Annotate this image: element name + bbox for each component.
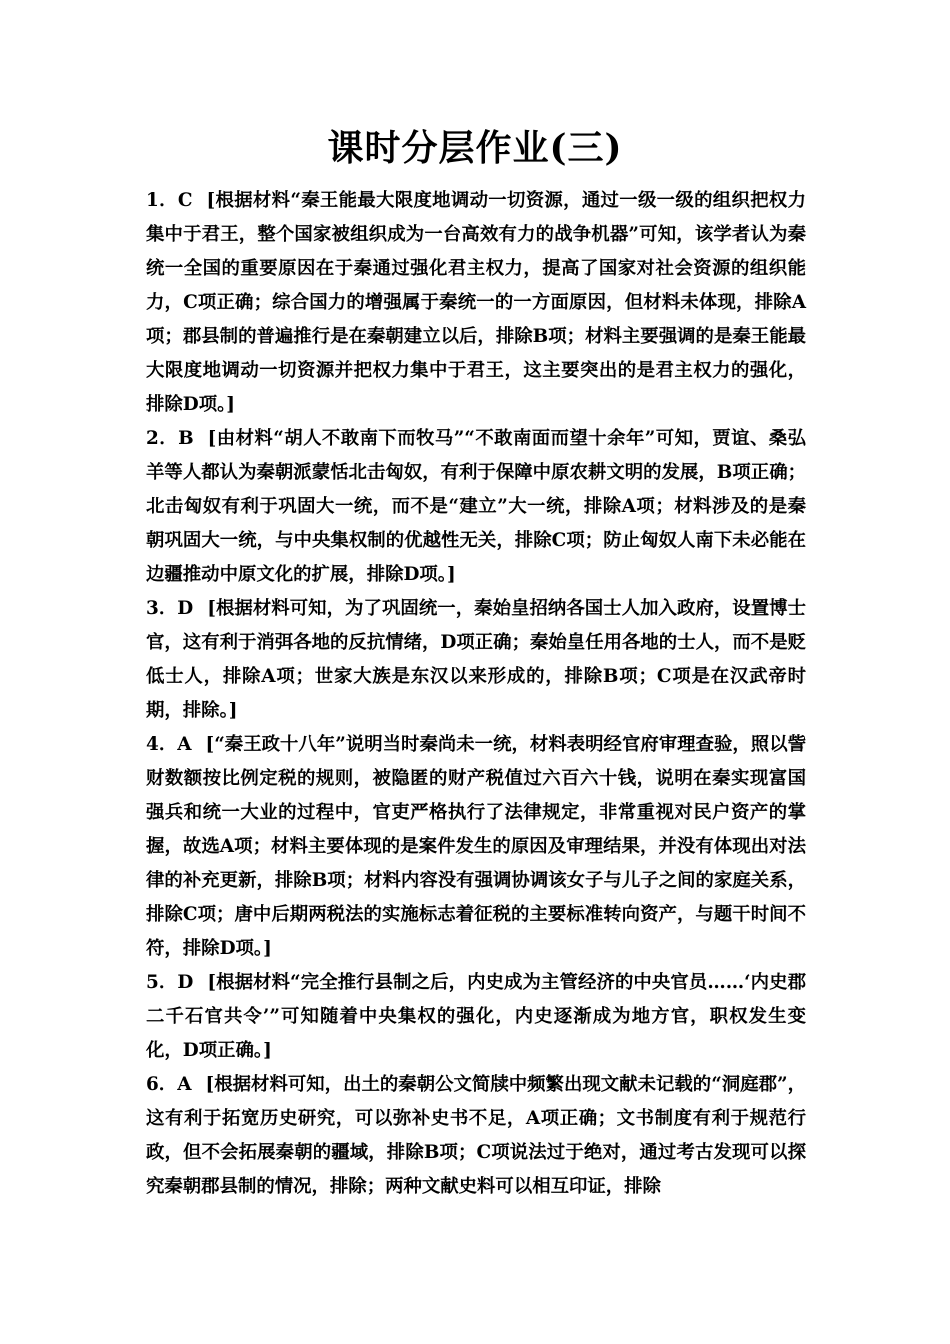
answer-explanation: [由材料“胡人不敢南下而牧马”“不敢南面而望十余年”可知，贾谊、桑弘羊等人都认为秦朝派蒙恬北击匈奴，有利于保障中原农耕文明的发展，B项正确；北击匈奴有利于巩固大一统，而不是“建立”大一统，排除A项；材料涉及的是秦朝巩固大一统，与中央集权制的优越性无关，排除C项；防止匈奴人南下未必能在边疆推动中原文化的扩展，排除D项。] (146, 428, 806, 585)
answer-explanation: [“秦王政十八年”说明当时秦尚未一统，材料表明经官府审理查验，照以訾财数额按比例定税的规则，被隐匿的财产税值过六百六十钱，说明在秦实现富国强兵和统一大业的过程中，官吏严格执行了法律规定，非常重视对民户资产的掌握，故选A项；材料主要体现的是案件发生的原因及审理结果，并没有体现出对法律的补充更新，排除B项；材料内容没有强调协调该女子与儿子之间的家庭关系，排除C项；唐中后期两税法的实施标志着征税的主要标准转向资产，与题干时间不符，排除D项。] (146, 734, 806, 959)
answer-item-2 (146, 422, 806, 592)
answer-explanation: [根据材料可知，出土的秦朝公文简牍中频繁出现文献未记载的“洞庭郡”，这有利于拓宽历史研究，可以弥补史书不足，A项正确；文书制度有利于规范行政，但不会拓展秦朝的疆域，排除B项；C项说法过于绝对，通过考古发现可以探究秦朝郡县制的情况，排除；两种文献史料可以相互印证，排除 (146, 1074, 806, 1197)
answer-list (146, 184, 806, 1204)
answer-explanation: [根据材料可知，为了巩固统一，秦始皇招纳各国士人加入政府，设置博士官，这有利于消弭各地的反抗情绪，D项正确；秦始皇任用各地的士人，而不是贬低士人，排除A项；世家大族是东汉以来形成的，排除B项；C项是在汉武帝时期，排除。] (146, 598, 806, 721)
answer-label: 4．A (146, 734, 192, 755)
answer-item-5 (146, 966, 806, 1068)
answer-label: 2．B (146, 428, 194, 449)
answer-label: 1．C (146, 190, 193, 211)
page-title: 课时分层作业(三) (327, 127, 623, 169)
answer-label: 6．A (146, 1074, 192, 1095)
answer-explanation: [根据材料“完全推行县制之后，内史成为主管经济的中央官员……‘内史郡二千石官共令’”可知随着中央集权的强化，内史逐渐成为地方官，职权发生变化，D项正确。] (146, 972, 806, 1061)
answer-item-4 (146, 728, 806, 966)
answer-explanation: [根据材料“秦王能最大限度地调动一切资源，通过一级一级的组织把权力集中于君王，整个国家被组织成为一台高效有力的战争机器”可知，该学者认为秦统一全国的重要原因在于秦通过强化君主权力，提高了国家对社会资源的组织能力，C项正确；综合国力的增强属于秦统一的一方面原因，但材料未体现，排除A项；郡县制的普遍推行是在秦朝建立以后，排除B项；材料主要强调的是秦王能最大限度地调动一切资源并把权力集中于君王，这主要突出的是君主权力的强化，排除D项。] (146, 190, 807, 415)
answer-item-6 (146, 1068, 806, 1204)
answer-item-3 (146, 592, 806, 728)
answer-item-1 (146, 184, 806, 422)
answer-label: 5．D (146, 972, 194, 993)
answer-label: 3．D (146, 598, 194, 619)
